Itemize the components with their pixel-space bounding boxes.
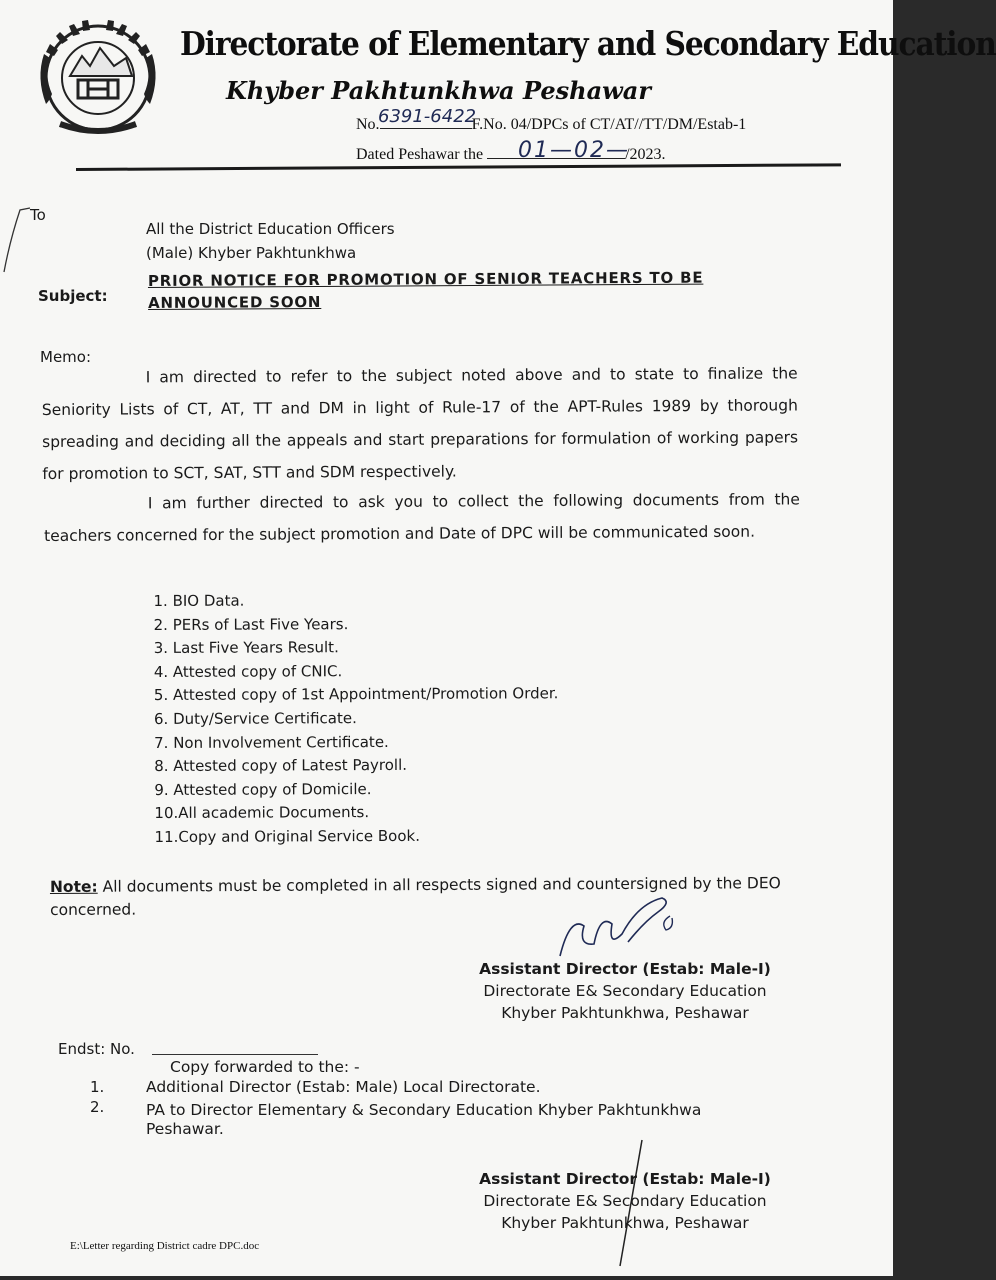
signatory-location: Khyber Pakhtunkhwa, Peshawar <box>501 1004 749 1022</box>
header-title: Directorate of Elementary and Secondary Education <box>180 24 996 63</box>
list-item: 11.Copy and Original Service Book. <box>154 826 420 846</box>
list-item: 1. BIO Data. <box>153 591 245 611</box>
header-subtitle: Khyber Pakhtunkhwa Peshawar <box>226 76 652 105</box>
no-label: No. <box>356 116 380 133</box>
copy-item-1: Additional Director (Estab: Male) Local Directorate. <box>146 1078 541 1096</box>
copy-item-2-continued: Peshawar. <box>146 1120 224 1138</box>
list-item: 9. Attested copy of Domicile. <box>154 779 372 799</box>
signatory-office: Directorate E& Secondary Education <box>483 982 767 1000</box>
footer-file-path: E:\Letter regarding District cadre DPC.doc <box>70 1240 260 1252</box>
subject-label: Subject: <box>38 287 108 305</box>
signatory-title: Assistant Director (Estab: Male-I) <box>479 1170 771 1188</box>
copy-item-number: 1. <box>90 1078 105 1096</box>
list-item: 3. Last Five Years Result. <box>153 638 339 658</box>
subject-text: PRIOR NOTICE FOR PROMOTION OF SENIOR TEACHERS TO BE ANNOUNCED SOON <box>147 268 704 312</box>
list-item: 10.All academic Documents. <box>154 803 370 823</box>
note-text: All documents must be completed in all respects signed and countersigned by the DEO concerned. <box>50 874 781 919</box>
list-item: 2. PERs of Last Five Years. <box>153 614 349 634</box>
copy-item-number: 2. <box>90 1098 105 1116</box>
note-label: Note: <box>49 877 98 897</box>
list-item: 8. Attested copy of Latest Payroll. <box>154 756 408 776</box>
handwritten-date: 01—02— <box>518 138 630 163</box>
copy-forwarded-label: Copy forwarded to the: - <box>170 1058 360 1076</box>
endorsement-underline <box>152 1054 318 1055</box>
copy-item-2: PA to Director Elementary & Secondary Education Khyber Pakhtunkhwa <box>146 1101 702 1119</box>
to-label: To <box>30 206 46 224</box>
date-year: /2023. <box>625 146 666 163</box>
signatory-office: Directorate E& Secondary Education <box>483 1192 767 1210</box>
endorsement-label: Endst: No. <box>58 1040 135 1058</box>
memo-label: Memo: <box>40 348 92 366</box>
documents-list <box>153 588 714 850</box>
handwritten-number: 6391-6422 <box>378 106 477 127</box>
list-item: 7. Non Involvement Certificate. <box>154 732 389 752</box>
list-item: 6. Duty/Service Certificate. <box>153 709 357 728</box>
list-item: 4. Attested copy of CNIC. <box>153 661 343 681</box>
signatory-title: Assistant Director (Estab: Male-I) <box>479 960 771 978</box>
addressee-line-1: All the District Education Officers <box>146 220 395 238</box>
list-item: 5. Attested copy of 1st Appointment/Promotion Order. <box>153 684 559 705</box>
addressee-line-2: (Male) Khyber Pakhtunkhwa <box>146 244 357 262</box>
government-seal-logo <box>30 14 166 140</box>
signatory-location: Khyber Pakhtunkhwa, Peshawar <box>501 1214 749 1232</box>
dated-label: Dated Peshawar the <box>356 146 484 163</box>
header-rule <box>76 163 841 171</box>
signature-block-1 <box>440 958 810 1024</box>
file-number: F.No. 04/DPCs of CT/AT//TT/DM/Estab-1 <box>471 116 747 133</box>
memo-paragraph-1: I am directed to refer to the subject noted above and to state to finalize the Seniority Lists of CT, AT, TT and DM in light of Rule-17 of the APT-Rules 1989 by thorough spreading and deciding all the appeals and start preparations for formulation of working papers for promotion to SCT, SAT, STT and SDM respectively. <box>41 364 799 483</box>
memo-paragraph-2: I am further directed to ask you to collect the following documents from the teachers concerned for the subject promotion and Date of DPC will be communicated soon. <box>44 490 800 545</box>
signature-block-2 <box>440 1168 810 1234</box>
